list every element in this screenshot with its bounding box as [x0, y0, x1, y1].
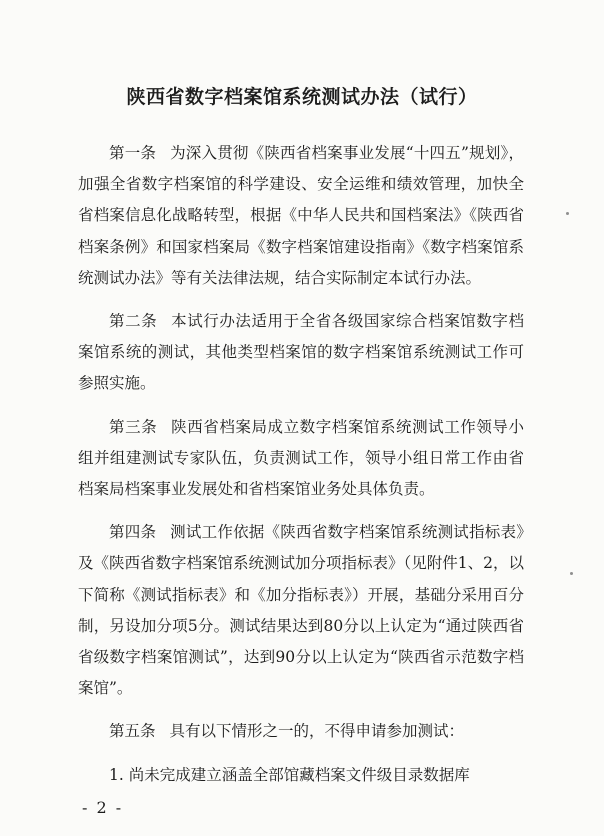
article-text: 具有以下情形之一的，不得申请参加测试：: [169, 722, 464, 741]
article-4: [78, 517, 524, 704]
article-number: 第三条: [109, 417, 158, 436]
page-number: - 2 -: [82, 798, 124, 817]
article-1: [78, 138, 524, 294]
article-number: 第一条: [109, 144, 157, 162]
scan-speck: [570, 572, 573, 575]
article-text: 测试工作依据《陕西省数字档案馆系统测试指标表》及《陕西省数字档案馆系统测试加分项指标表》（见附件1、2，以下简称《测试指标表》和《加分指标表》）开展，基础分采用百分制，另设加分项5分。测试结果达到80分以上认定为“通过陕西省省级数字档案馆测试”，达到90分以上认定为“陕西省示范数字档案馆”。: [78, 523, 524, 698]
article-2: [78, 306, 524, 400]
document-title: 陕西省数字档案馆系统测试办法（试行）: [126, 86, 478, 108]
article-3: [78, 412, 524, 506]
article-text: 本试行办法适用于全省各级国家综合档案馆数字档案馆系统的测试，其他类型档案馆的数字档案馆系统测试工作可参照实施。: [78, 312, 524, 393]
document-body: [78, 138, 524, 791]
article-number: 第五条: [109, 722, 156, 741]
article-5: [78, 716, 524, 747]
article-number: 第二条: [109, 312, 158, 331]
article-text: 为深入贯彻《陕西省档案事业发展“十四五”规划》，加强全省数字档案馆的科学建设、安全运维和绩效管理，加快全省档案信息化战略转型，根据《中华人民共和国档案法》《陕西省档案条例》和国家档案局《数字档案馆建设指南》《数字档案馆系统测试办法》等有关法律法规，结合实际制定本试行办法。: [78, 144, 524, 287]
article-text: 陕西省档案局成立数字档案馆系统测试工作领导小组并组建测试专家队伍，负责测试工作，领导小组日常工作由省档案局档案事业发展处和省档案馆业务处具体负责。: [78, 417, 524, 499]
scan-speck: [566, 212, 569, 215]
article-number: 第四条: [109, 523, 157, 542]
list-item: 1. 尚未完成建立涵盖全部馆藏档案文件级目录数据库: [109, 765, 470, 784]
